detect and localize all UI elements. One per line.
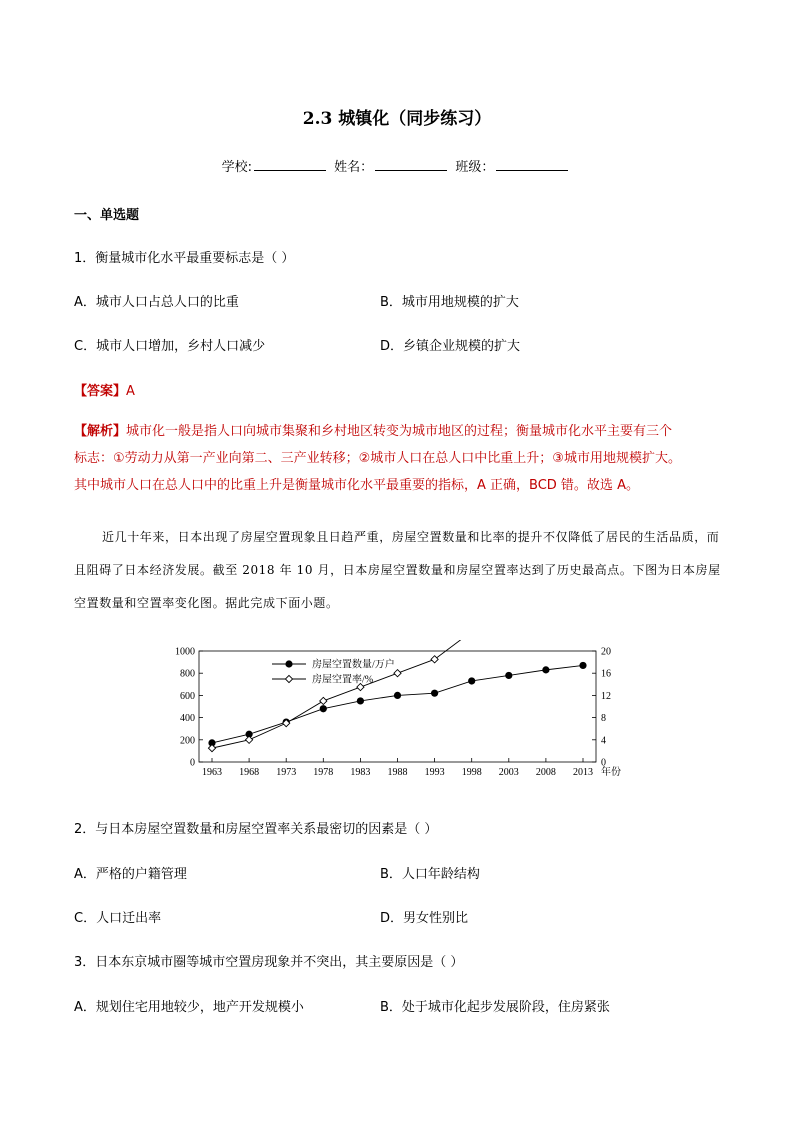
- question-1-stem: 1．衡量城市化水平最重要标志是（ ）: [74, 251, 295, 266]
- x-axis-label: 年份: [601, 767, 621, 778]
- student-info-line: [0, 156, 794, 175]
- question-3-option-a[interactable]: A．规划住宅用地较少，地产开发规模小: [74, 1000, 304, 1015]
- series-rate-point: [320, 697, 327, 704]
- series-rate-point: [208, 745, 215, 752]
- x-tick-label: 1998: [461, 767, 482, 778]
- question-2-option-c[interactable]: C．人口迁出率: [74, 911, 162, 926]
- question-1-option-b[interactable]: B．城市用地规模的扩大: [380, 295, 519, 310]
- page-title: 2.3 城镇化（同步练习）: [302, 109, 492, 129]
- series-count-point: [579, 662, 586, 669]
- y-left-tick-label: 1000: [175, 646, 195, 658]
- x-tick-label: 1993: [424, 767, 445, 778]
- series-rate-point: [394, 670, 401, 677]
- series-rate-point: [431, 656, 438, 663]
- vacancy-chart: [150, 640, 650, 784]
- y-left-tick-label: 0: [190, 757, 195, 769]
- analysis-line-2: 标志：①劳动力从第一产业向第二、三产业转移；②城市人口在总人口中比重上升；③城市用地规模扩大。: [74, 451, 681, 466]
- vacancy-chart-svg: [150, 640, 650, 780]
- x-tick-label: 1978: [313, 767, 334, 778]
- x-tick-label: 1973: [276, 767, 297, 778]
- analysis-line-1: [74, 418, 734, 445]
- question-3-option-b[interactable]: B．处于城市化起步发展阶段，住房紧张: [380, 1000, 610, 1015]
- question-2-option-b[interactable]: B．人口年龄结构: [380, 867, 480, 882]
- class-label: 班级：: [455, 160, 495, 175]
- y-left-tick-label: 600: [180, 690, 195, 702]
- name-blank[interactable]: [375, 158, 447, 171]
- series-count-point: [505, 672, 512, 679]
- answer-line: [74, 380, 135, 399]
- x-tick-label: 2008: [535, 767, 556, 778]
- answer-value: A: [126, 384, 135, 399]
- name-label: 姓名：: [334, 160, 374, 175]
- series-count-point: [468, 677, 475, 684]
- series-count-point: [431, 690, 438, 697]
- series-count-point: [394, 692, 401, 699]
- question-3-stem: 3．日本东京城市圈等城市空置房现象并不突出，其主要原因是（ ）: [74, 955, 464, 970]
- x-tick-label: 1968: [239, 767, 260, 778]
- question-2-option-d[interactable]: D．男女性别比: [380, 911, 469, 926]
- analysis-label: 【解析】: [74, 424, 127, 439]
- class-blank[interactable]: [496, 158, 568, 171]
- plot-frame: [199, 651, 596, 762]
- y-right-tick-label: 8: [601, 713, 606, 725]
- school-blank[interactable]: [254, 158, 326, 171]
- y-right-tick-label: 12: [601, 690, 611, 702]
- series-count-point: [357, 697, 364, 704]
- y-right-tick-label: 0: [601, 757, 606, 769]
- analysis-text-1: 城市化一般是指人口向城市集聚和乡村地区转变为城市地区的过程；衡量城市化水平主要有三个: [126, 424, 673, 439]
- legend-rate-label: 房屋空置率/%: [312, 674, 374, 686]
- legend-count-label: 房屋空置数量/万户: [312, 659, 395, 671]
- y-left-tick-label: 400: [180, 713, 195, 725]
- school-label: 学校:: [221, 160, 253, 175]
- question-1-option-c[interactable]: C．城市人口增加，乡村人口减少: [74, 339, 266, 354]
- x-tick-label: 1988: [387, 767, 408, 778]
- y-right-tick-label: 20: [601, 646, 611, 658]
- question-1-option-a[interactable]: A．城市人口占总人口的比重: [74, 295, 239, 310]
- legend-rate-marker: [285, 675, 292, 682]
- x-tick-label: 1983: [350, 767, 371, 778]
- series-count-point: [320, 705, 327, 712]
- y-right-tick-label: 16: [601, 668, 611, 680]
- series-rate-point: [246, 736, 253, 743]
- question-2-option-a[interactable]: A．严格的户籍管理: [74, 867, 187, 882]
- x-tick-label: 1963: [202, 767, 222, 778]
- legend-count-marker: [285, 660, 292, 667]
- answer-label: 【答案】: [74, 384, 127, 399]
- x-tick-label: 2013: [573, 767, 593, 778]
- question-2-stem: 2．与日本房屋空置数量和房屋空置率关系最密切的因素是（ ）: [74, 822, 438, 837]
- y-right-tick-label: 4: [601, 735, 606, 747]
- section-heading: 一、单选题: [74, 208, 140, 223]
- analysis-block: [74, 418, 734, 499]
- series-count-point: [542, 666, 549, 673]
- question-1-option-d[interactable]: D．乡镇企业规模的扩大: [380, 339, 521, 354]
- y-left-tick-label: 800: [180, 668, 195, 680]
- x-tick-label: 2003: [498, 767, 519, 778]
- reading-passage: 近几十年来，日本出现了房屋空置现象且日趋严重，房屋空置数量和比率的提升不仅降低了居民的生活品质，而且阻碍了日本经济发展。截至 2018 年 10 月，日本房屋空置数量和房屋空置率达到了历史最高点。下图为日本房屋空置数量和空置率变化图。据此完成下面小题。: [74, 530, 721, 610]
- y-left-tick-label: 200: [180, 735, 195, 747]
- analysis-line-3: 其中城市人口在总人口中的比重上升是衡量城市化水平最重要的指标，A 正确，BCD 错。故选 A。: [74, 478, 639, 493]
